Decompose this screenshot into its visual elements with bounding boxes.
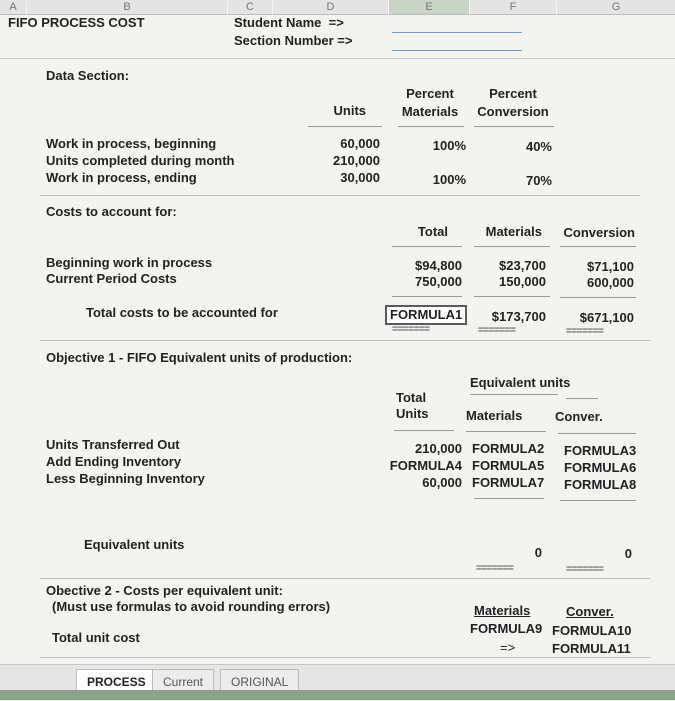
total-underline bbox=[392, 296, 462, 297]
status-bar bbox=[0, 690, 675, 700]
pct-materials-header-1: Percent bbox=[406, 86, 454, 101]
units-value[interactable]: 60,000 bbox=[340, 136, 380, 151]
costs-conversion-header: Conversion bbox=[563, 225, 635, 240]
costs-materials-header: Materials bbox=[485, 224, 542, 239]
materials-header: Materials bbox=[466, 408, 523, 423]
beginning-total[interactable]: 60,000 bbox=[422, 475, 462, 490]
units-header: Units bbox=[333, 103, 366, 118]
objective1-title: Objective 1 - FIFO Equivalent units of production: bbox=[46, 350, 353, 365]
current-conversion-value[interactable]: 600,000 bbox=[587, 275, 634, 290]
costs-total-header: Total bbox=[417, 224, 448, 239]
current-materials-value[interactable]: 150,000 bbox=[499, 274, 546, 289]
costs-title: Costs to account for: bbox=[46, 204, 177, 219]
sheet-title: FIFO PROCESS COST bbox=[8, 15, 145, 30]
objective2-title: Obective 2 - Costs per equivalent unit: bbox=[46, 583, 283, 598]
double-underline: ======= bbox=[566, 564, 604, 575]
conver-underline bbox=[558, 433, 636, 434]
total-units-underline bbox=[394, 430, 454, 431]
eq-materials-value[interactable]: 0 bbox=[534, 545, 542, 560]
formula8-cell[interactable]: FORMULA8 bbox=[564, 477, 637, 492]
row-divider bbox=[0, 58, 675, 59]
less-beginning-label: Less Beginning Inventory bbox=[46, 471, 205, 486]
conversion-underline bbox=[474, 126, 554, 127]
double-underline: ======= bbox=[566, 326, 604, 337]
formula7-cell[interactable]: FORMULA7 bbox=[472, 475, 545, 490]
obj2-conver-header: Conver. bbox=[566, 604, 614, 619]
student-name-label: Student Name => bbox=[234, 15, 344, 30]
pct-conversion-header-2: Conversion bbox=[477, 104, 549, 119]
total-conversion-value[interactable]: $671,100 bbox=[579, 310, 634, 325]
total-materials-value[interactable]: $173,700 bbox=[491, 309, 546, 324]
units-transferred-label: Units Transferred Out bbox=[46, 437, 180, 452]
current-total-value[interactable]: 750,000 bbox=[415, 274, 462, 289]
total-units-header-2: Units bbox=[396, 406, 429, 421]
formula3-cell[interactable]: FORMULA3 bbox=[564, 443, 637, 458]
section-number-label: Section Number => bbox=[234, 33, 353, 48]
eq-units-underline bbox=[566, 398, 598, 399]
objective2-subtitle: (Must use formulas to avoid rounding errors) bbox=[52, 599, 331, 614]
total-underline bbox=[392, 246, 462, 247]
formula4-cell[interactable]: FORMULA4 bbox=[389, 458, 462, 473]
materials-underline bbox=[474, 296, 550, 297]
beginning-materials-value[interactable]: $23,700 bbox=[499, 258, 546, 273]
column-header-e[interactable]: E bbox=[389, 0, 469, 15]
double-underline: ======= bbox=[478, 325, 516, 336]
column-header-g[interactable]: G bbox=[557, 0, 675, 15]
tab-process[interactable]: PROCESS bbox=[76, 669, 157, 696]
formula6-cell[interactable]: FORMULA6 bbox=[564, 460, 637, 475]
beginning-wip-label: Beginning work in process bbox=[46, 255, 213, 270]
data-section-title: Data Section: bbox=[46, 68, 130, 83]
formula1-cell[interactable]: FORMULA1 bbox=[385, 305, 467, 325]
add-ending-label: Add Ending Inventory bbox=[46, 454, 182, 469]
materials-underline bbox=[398, 126, 464, 127]
equivalent-units-header: Equivalent units bbox=[470, 375, 571, 390]
conversion-underline bbox=[560, 246, 636, 247]
beginning-conversion-value[interactable]: $71,100 bbox=[587, 259, 634, 274]
pct-conversion-value[interactable]: 40% bbox=[525, 139, 552, 154]
transferred-total[interactable]: 210,000 bbox=[415, 441, 462, 456]
formula9-cell[interactable]: FORMULA9 bbox=[470, 621, 543, 636]
eq-conver-value[interactable]: 0 bbox=[624, 546, 632, 561]
double-underline: ======= bbox=[392, 324, 430, 335]
conver-header: Conver. bbox=[555, 409, 603, 424]
row-label-wip-ending: Work in process, ending bbox=[46, 170, 197, 185]
materials-underline bbox=[474, 498, 544, 499]
units-underline bbox=[308, 126, 382, 127]
section-divider bbox=[40, 340, 650, 341]
beginning-total-value[interactable]: $94,800 bbox=[415, 258, 462, 273]
section-divider bbox=[40, 657, 650, 658]
column-header-c[interactable]: C bbox=[228, 0, 272, 15]
conversion-underline bbox=[560, 297, 636, 298]
formula2-cell[interactable]: FORMULA2 bbox=[472, 441, 545, 456]
row-label-wip-beginning: Work in process, beginning bbox=[46, 136, 217, 151]
current-period-label: Current Period Costs bbox=[46, 271, 177, 286]
eq-units-underline bbox=[470, 394, 558, 395]
row-label-units-completed: Units completed during month bbox=[46, 153, 235, 168]
equivalent-units-label: Equivalent units bbox=[84, 537, 185, 552]
column-header-b[interactable]: B bbox=[27, 0, 227, 15]
units-value[interactable]: 210,000 bbox=[333, 153, 380, 168]
pct-conversion-header-1: Percent bbox=[489, 86, 537, 101]
pct-materials-value[interactable]: 100% bbox=[432, 172, 466, 187]
pct-conversion-value[interactable]: 70% bbox=[525, 173, 552, 188]
formula5-cell[interactable]: FORMULA5 bbox=[472, 458, 545, 473]
conver-underline bbox=[560, 500, 636, 501]
pct-materials-value[interactable]: 100% bbox=[432, 138, 466, 153]
section-number-input-line[interactable] bbox=[392, 50, 522, 51]
materials-underline bbox=[466, 431, 546, 432]
column-header-d[interactable]: D bbox=[273, 0, 388, 15]
pct-materials-header-2: Materials bbox=[401, 104, 459, 119]
total-costs-label: Total costs to be accounted for bbox=[86, 305, 278, 320]
tab-current[interactable]: Current bbox=[152, 669, 214, 695]
formula10-cell[interactable]: FORMULA10 bbox=[552, 623, 632, 638]
formula11-cell[interactable]: FORMULA11 bbox=[552, 641, 631, 656]
total-unit-cost-label: Total unit cost bbox=[52, 630, 140, 645]
materials-underline bbox=[474, 246, 550, 247]
units-value[interactable]: 30,000 bbox=[340, 170, 380, 185]
column-header-f[interactable]: F bbox=[470, 0, 556, 15]
total-unit-cost-arrow: => bbox=[500, 640, 516, 655]
tab-original[interactable]: ORIGINAL bbox=[220, 669, 299, 695]
section-divider bbox=[40, 195, 640, 196]
column-header-a[interactable]: A bbox=[0, 0, 26, 15]
section-divider bbox=[40, 578, 650, 579]
total-units-header-1: Total bbox=[396, 390, 427, 405]
obj2-materials-header: Materials bbox=[474, 603, 531, 618]
double-underline: ======= bbox=[476, 563, 514, 574]
student-name-input-line[interactable] bbox=[392, 32, 522, 33]
